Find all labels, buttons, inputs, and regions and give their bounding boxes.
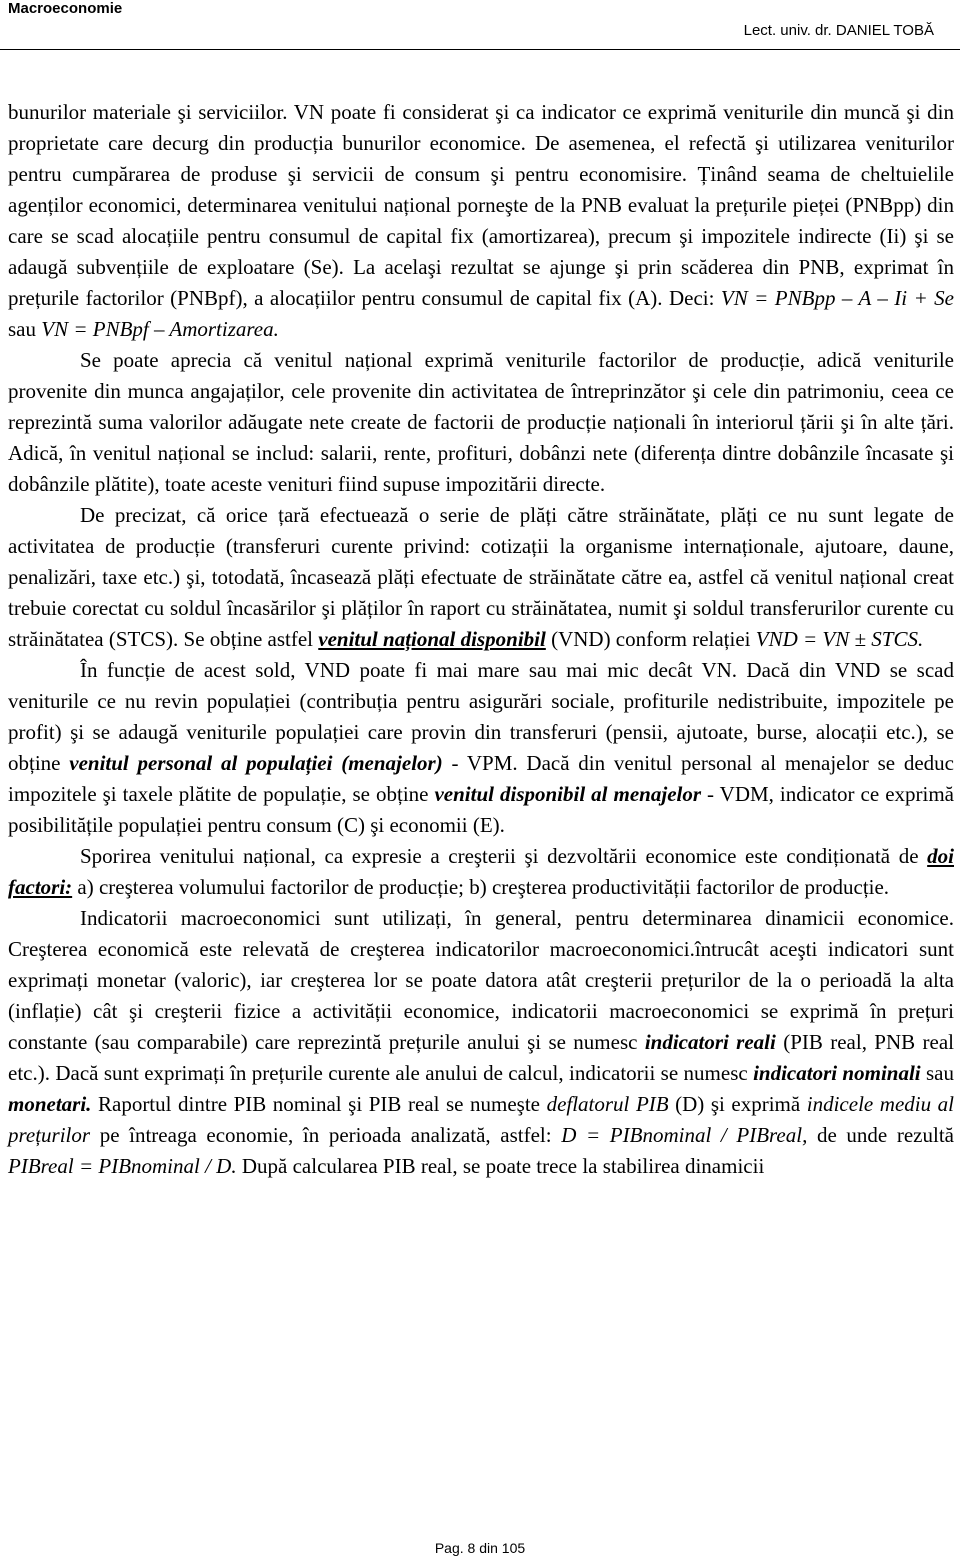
text-run: Se poate aprecia că venitul național exprimă veniturile factorilor de producție, adică veniturile provenite din munca angajaților, cele provenite din activitatea de întreprinzător şi cele din patrimoniu, ceea ce reprezintă suma valorilor adăugate nete create de factorii de producție naționali în interiorul țării şi în alte țări. Adică, în venitul național se includ: salarii, rente, profituri, dobânzi nete (diferența dintre dobânzile încasate şi dobânzile plătite), toate aceste venituri fiind supuse impozitării directe. <box>8 348 954 496</box>
text-run: D = PIBnominal / PIBreal, <box>561 1123 808 1147</box>
header-course-title: Macroeconomie <box>8 0 123 17</box>
text-run: De precizat, că orice țară efectuează o serie de plăți către străinătate, plăți ce nu sunt legate de activitatea de producție (transferuri curente privind: cotizații la organisme internaționale, ajutoare, daune, penalizări, taxe etc.) şi, totodată, încasează plăți efectuate de străinătate către ea, astfel că venitul național creat trebuie corectat cu soldul încasărilor şi plăților în raport cu străinătatea, numit şi soldul transferurilor curente cu străinătatea (STCS). Se obține astfel <box>8 503 954 651</box>
text-run: Sporirea venitului național, ca expresie a creşterii şi dezvoltării economice este condiționată de <box>80 844 928 868</box>
text-run: bunurilor materiale şi serviciilor. VN poate fi considerat şi ca indicator ce exprimă veniturile din muncă şi din proprietate care decurg din producția bunurilor economice. De asemenea, el refectă şi utilizarea veniturilor pentru cumpărarea de produse şi servicii de consum şi pentru economisire. Ținând seama de cheltuielile agenților economici, determinarea venitului național porneşte de la PNB evaluat la prețurile pieței (PNBpp) din care se scad alocațiile pentru consumul de capital fix (amortizarea), precum şi impozitele indirecte (Ii) şi se adaugă subvențiile de exploatare (Se). La acelaşi rezultat se ajunge şi prin scăderea din PNB, exprimat în prețurile factorilor (PNBpf), a alocațiilor pentru consumul de capital fix (A). Deci: <box>8 100 954 310</box>
text-run: de unde rezultă <box>807 1123 954 1147</box>
text-run: PIBreal = PIBnominal / D. <box>8 1154 237 1178</box>
text-run: (VND) conform relației <box>545 627 756 651</box>
text-run: monetari. <box>8 1092 92 1116</box>
text-run: - VDM, indicator ce exprimă posibilitățile populației pentru consum (C) şi economii (E). <box>8 782 955 837</box>
text-run: După calcularea PIB real, se poate trece la stabilirea dinamicii <box>236 1154 765 1178</box>
text-run: (PIB real, PNB real etc.). Dacă sunt exprimați în prețurile curente ale anului de calcul, indicatorii se numesc <box>8 1030 954 1085</box>
paragraph-2 <box>8 500 954 655</box>
text-run: indicele mediu al prețurilor <box>8 1092 954 1147</box>
text-run: VN = PNBpf – Amortizarea. <box>41 317 279 341</box>
text-run: indicatori nominali <box>753 1061 921 1085</box>
text-run: Raportul dintre PIB nominal şi PIB real se numeşte <box>91 1092 547 1116</box>
text-run: sau <box>8 317 42 341</box>
text-run: VN = PNBpp – A – Ii + Se <box>720 286 954 310</box>
text-run: pe întreaga economie, în perioada analizată, astfel: <box>90 1123 562 1147</box>
text-run: În funcție de acest sold, VND poate fi mai mare sau mai mic decât VN. Dacă din VND se scad veniturile ce nu revin populației (contribuția pentru asigurări sociale, profiturile nedistribuite, impozitele pe profit) şi se adaugă veniturile populației care provin din transferuri (pensii, ajutoate, burse, alocații etc.), se obține <box>8 658 954 775</box>
paragraph-5 <box>8 903 954 1182</box>
text-run: venitul disponibil al menajelor <box>434 782 702 806</box>
text-run: sau <box>920 1061 954 1085</box>
paragraph-1 <box>8 345 954 500</box>
text-run: (D) şi exprimă <box>668 1092 807 1116</box>
text-run: a) creşterea volumului factorilor de producție; b) creşterea productivității factorilor de producție. <box>72 875 890 899</box>
paragraph-0 <box>8 97 954 345</box>
text-run: venitul național disponibil <box>318 627 546 651</box>
text-run: doi factori: <box>8 844 954 899</box>
document-body <box>8 97 954 1182</box>
text-run: indicatori reali <box>644 1030 776 1054</box>
text-run: venitul personal al populației (menajelor) <box>69 751 443 775</box>
text-run: VND = VN ± STCS. <box>755 627 924 651</box>
page-number: Pag. 8 din 105 <box>434 1540 526 1556</box>
text-run: - VPM. Dacă din venitul personal al menajelor se deduc impozitele şi taxele plătite de populație, se obține <box>8 751 954 806</box>
paragraph-4 <box>8 841 954 903</box>
header-divider <box>0 49 960 50</box>
text-run: Indicatorii macroeconomici sunt utilizați, în general, pentru determinarea dinamicii economice. Creşterea economică este relevată de creşterea indicatorilor macroeconomici.întrucât aceşti indicatori sunt exprimați monetar (valoric), iar creşterea lor se poate datora atât creşterii prețurilor de la o perioadă la alta (inflație) cât şi creşterii fizice a activității economice, indicatorii macroeconomici se exprimă în prețuri constante (sau comparabile) care reprezintă prețurile anului şi se numesc <box>8 906 954 1054</box>
paragraph-3 <box>8 655 954 841</box>
text-run: deflatorul PIB <box>546 1092 669 1116</box>
header-lecturer: Lect. univ. dr. DANIEL TOBĂ <box>743 22 934 39</box>
